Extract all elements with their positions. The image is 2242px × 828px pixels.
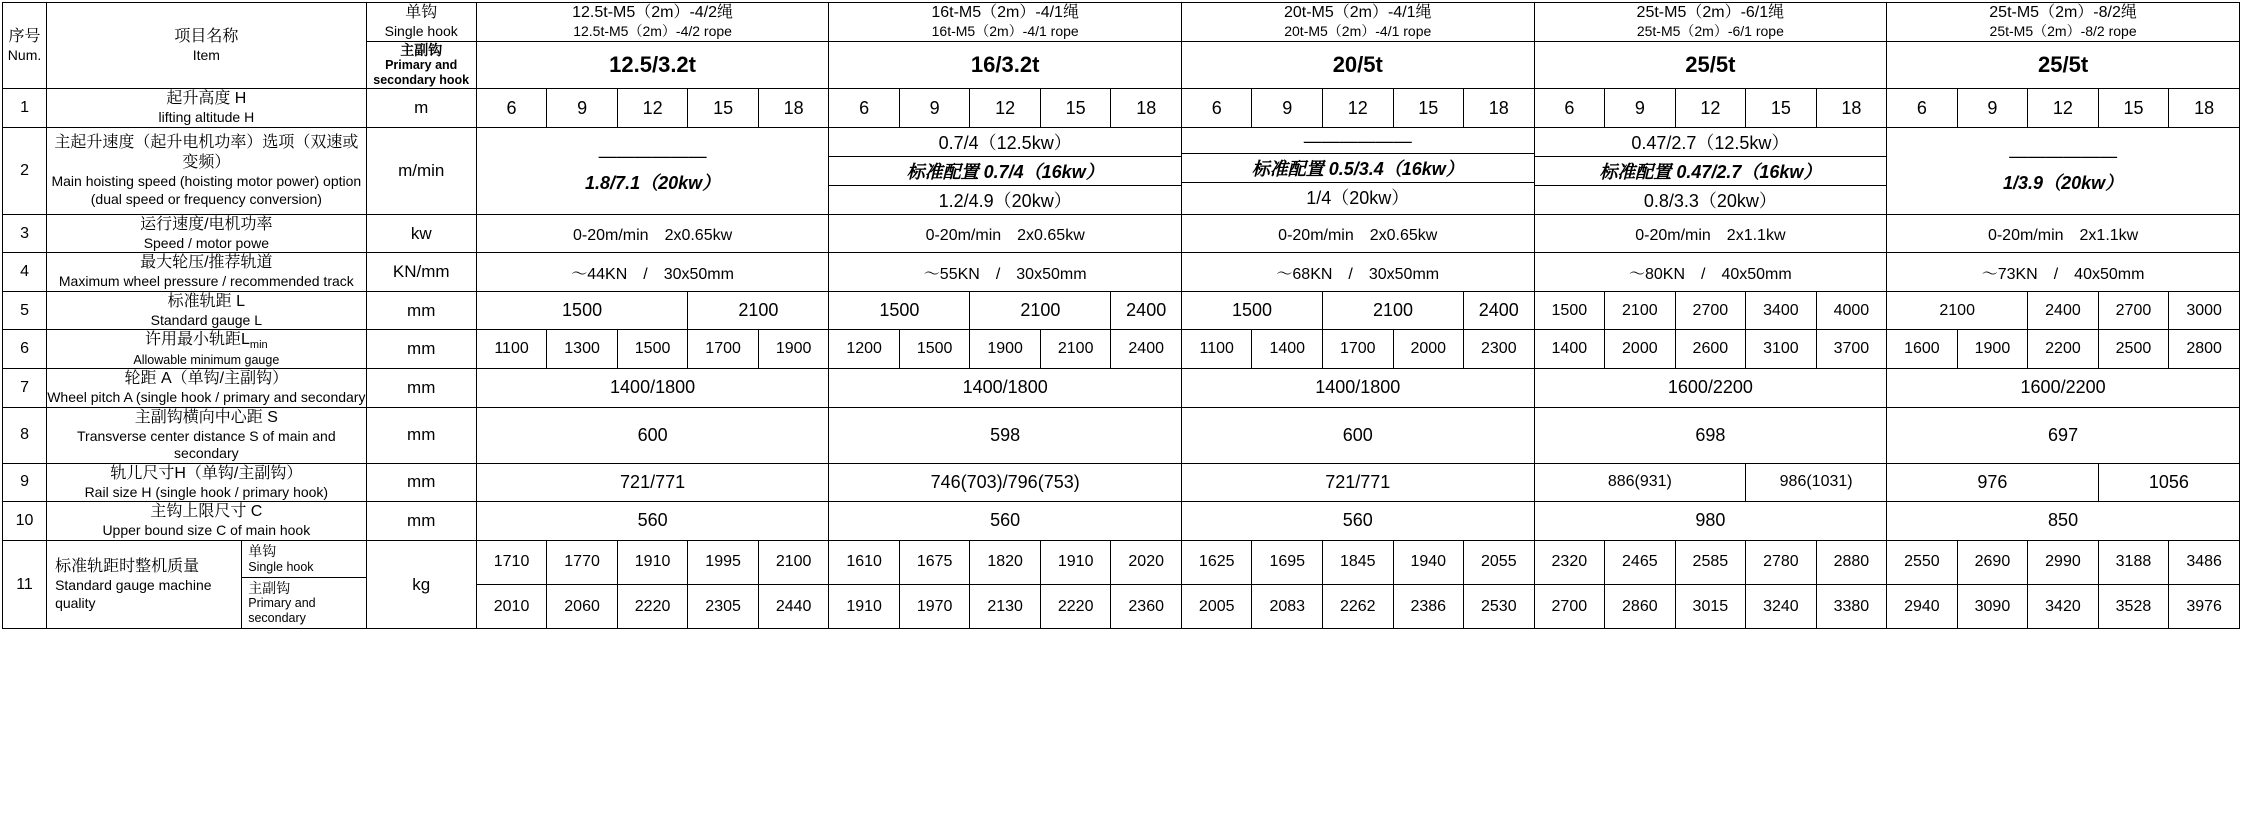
table-row xyxy=(3,502,2240,541)
speed-group-1 xyxy=(476,127,829,214)
model-spec-cn: 20t-M5（2m）-4/1绳 xyxy=(1283,4,1432,21)
row-item xyxy=(47,463,367,502)
speed-mid: 1.8/7.1（20kw） xyxy=(585,173,721,194)
cell-value: 2100 xyxy=(1887,291,2028,330)
cell-value: 3000 xyxy=(2169,291,2240,330)
cell-value: 15 xyxy=(688,89,759,128)
cell-value: 18 xyxy=(2169,89,2240,128)
row-item xyxy=(47,502,367,541)
cell-value: 9 xyxy=(899,89,970,128)
cell-value: 1100 xyxy=(476,330,547,369)
cell-value: 2700 xyxy=(1675,291,1746,330)
cell-value: 600 xyxy=(1181,407,1534,463)
cell-value: 18 xyxy=(1816,89,1887,128)
model-capacity-3: 20/5t xyxy=(1181,41,1534,89)
table-row xyxy=(3,407,2240,463)
model-spec-en: 16t-M5（2m）-4/1 rope xyxy=(931,23,1079,39)
cell-value: 2400 xyxy=(1111,291,1182,330)
cell-value: 2700 xyxy=(1534,585,1605,629)
row-item-en: Speed / motor powe xyxy=(143,234,269,251)
cell-value: 850 xyxy=(1887,502,2240,541)
model-spec-1 xyxy=(476,3,829,42)
cell-value: 2465 xyxy=(1605,540,1676,584)
sub-label-en: Primary and secondary xyxy=(248,596,316,626)
row-item xyxy=(47,407,367,463)
cell-value: 9 xyxy=(1252,89,1323,128)
cell-value: 6 xyxy=(1181,89,1252,128)
row-item-cn: 主钩上限尺寸 C xyxy=(150,503,263,521)
row-unit: m xyxy=(366,89,476,128)
row-item-cn: 运行速度/电机功率 xyxy=(140,215,273,233)
cell-value: 1820 xyxy=(970,540,1041,584)
row-item-en1: Main hoisting speed (hoisting motor power) option xyxy=(51,173,362,190)
cell-value: 15 xyxy=(1746,89,1817,128)
cell-value: 2440 xyxy=(758,585,829,629)
model-spec-cn: 25t-M5（2m）-8/2绳 xyxy=(1989,4,2137,21)
cell-value: 3188 xyxy=(2098,540,2169,584)
header-single-hook-en: Single hook xyxy=(384,23,458,39)
cell-value: 0-20m/min 2x0.65kw xyxy=(829,214,1182,253)
cell-value: 6 xyxy=(1534,89,1605,128)
cell-value: 1500 xyxy=(1534,291,1605,330)
cell-value: 2055 xyxy=(1464,540,1535,584)
cell-value: 18 xyxy=(1464,89,1535,128)
row-item xyxy=(47,540,367,629)
cell-value: 3090 xyxy=(1957,585,2028,629)
cell-value: 698 xyxy=(1534,407,1887,463)
cell-value: 2585 xyxy=(1675,540,1746,584)
row-item xyxy=(47,214,367,253)
cell-value: 1610 xyxy=(829,540,900,584)
row-unit: kw xyxy=(366,214,476,253)
cell-value: 12 xyxy=(1675,89,1746,128)
row-item-cn: 主起升速度（起升电机功率）选项（双速或变频） xyxy=(54,134,359,172)
model-spec-en: 12.5t-M5（2m）-4/2 rope xyxy=(573,23,732,39)
header-primary-hook-cell xyxy=(366,41,476,89)
cell-value: 2200 xyxy=(2028,330,2099,369)
cell-value: 986(1031) xyxy=(1746,463,1887,502)
model-spec-cn: 16t-M5（2m）-4/1绳 xyxy=(931,4,1079,21)
model-spec-cn: 25t-M5（2m）-6/1绳 xyxy=(1636,4,1785,21)
cell-value: 1600/2200 xyxy=(1887,369,2240,408)
cell-value: 2600 xyxy=(1675,330,1746,369)
cell-value: 560 xyxy=(829,502,1182,541)
speed-top: —————— xyxy=(2009,146,2118,167)
cell-value: 2005 xyxy=(1181,585,1252,629)
row-item-cn: 最大轮压/推荐轨道 xyxy=(140,254,273,272)
row-unit: m/min xyxy=(366,127,476,214)
cell-value: 2100 xyxy=(688,291,829,330)
row-item-en: Standard gauge machine quality xyxy=(55,577,212,611)
row-num: 3 xyxy=(3,214,47,253)
header-row-spec xyxy=(3,3,2240,42)
cell-value: 2700 xyxy=(2098,291,2169,330)
cell-value: 2860 xyxy=(1605,585,1676,629)
row-item-en: Wheel pitch A (single hook / primary and secondary xyxy=(47,389,366,406)
cell-value: 1910 xyxy=(1040,540,1111,584)
cell-value: 1400 xyxy=(1534,330,1605,369)
cell-value: 2100 xyxy=(1040,330,1111,369)
header-num-cn: 序号 xyxy=(8,27,41,45)
row-num: 7 xyxy=(3,369,47,408)
cell-value: 1675 xyxy=(899,540,970,584)
cell-value: 3015 xyxy=(1675,585,1746,629)
cell-value: 2020 xyxy=(1111,540,1182,584)
cell-value: 15 xyxy=(2098,89,2169,128)
table-row xyxy=(3,330,2240,369)
row-unit: mm xyxy=(366,369,476,408)
row-unit: kg xyxy=(366,540,476,629)
cell-value: 9 xyxy=(1957,89,2028,128)
cell-value: 2305 xyxy=(688,585,759,629)
cell-value: 2010 xyxy=(476,585,547,629)
cell-value: 12 xyxy=(1323,89,1394,128)
cell-value: 2300 xyxy=(1464,330,1535,369)
cell-value: 2100 xyxy=(758,540,829,584)
cell-value: 980 xyxy=(1534,502,1887,541)
cell-value: 1940 xyxy=(1393,540,1464,584)
row-item-cn-text: 许用最小轨距L xyxy=(145,331,250,349)
cell-value: 1625 xyxy=(1181,540,1252,584)
cell-value: 1710 xyxy=(476,540,547,584)
cell-value: 1845 xyxy=(1323,540,1394,584)
cell-value: 560 xyxy=(1181,502,1534,541)
cell-value: 1056 xyxy=(2098,463,2239,502)
cell-value: 0-20m/min 2x0.65kw xyxy=(476,214,829,253)
row-item-cn: 主副钩横向中心距 S xyxy=(134,408,278,426)
row-item xyxy=(47,369,367,408)
row-item-en: Standard gauge L xyxy=(150,311,262,328)
row-num: 8 xyxy=(3,407,47,463)
sub-label-cn: 主副钩 xyxy=(248,579,291,596)
cell-value: 886(931) xyxy=(1534,463,1746,502)
cell-value: ～73KN / 40x50mm xyxy=(1887,253,2240,292)
cell-value: 2940 xyxy=(1887,585,1958,629)
cell-value: 6 xyxy=(476,89,547,128)
cell-value: 4000 xyxy=(1816,291,1887,330)
cell-value: 1600/2200 xyxy=(1534,369,1887,408)
cell-value: 2880 xyxy=(1816,540,1887,584)
row-item-cn-sub: min xyxy=(249,339,268,352)
speed-bottom: 0.8/3.3（20kw） xyxy=(1535,185,1887,214)
cell-value: 3240 xyxy=(1746,585,1817,629)
row-item-en: Allowable minimum gauge xyxy=(133,353,280,368)
cell-value: 12 xyxy=(2028,89,2099,128)
table-row xyxy=(3,127,2240,214)
cell-value: 1400/1800 xyxy=(1181,369,1534,408)
cell-value: 1700 xyxy=(1323,330,1394,369)
model-spec-2 xyxy=(829,3,1182,42)
row-item-en: Transverse center distance S of main and secondary xyxy=(77,427,336,462)
row-num: 11 xyxy=(3,540,47,629)
speed-bottom: 1/4（20kw） xyxy=(1182,182,1534,211)
row-num: 6 xyxy=(3,330,47,369)
cell-value: 2500 xyxy=(2098,330,2169,369)
cell-value: 2530 xyxy=(1464,585,1535,629)
cell-value: 9 xyxy=(547,89,618,128)
cell-value: 1900 xyxy=(970,330,1041,369)
table-row xyxy=(3,463,2240,502)
cell-value: 1100 xyxy=(1181,330,1252,369)
cell-value: 0-20m/min 2x1.1kw xyxy=(1887,214,2240,253)
header-item-en: Item xyxy=(192,46,220,63)
header-single-hook-cn: 单钩 xyxy=(405,4,438,21)
cell-value: 721/771 xyxy=(1181,463,1534,502)
row-item-en: lifting altitude H xyxy=(158,109,255,126)
row-unit: mm xyxy=(366,330,476,369)
cell-value: 560 xyxy=(476,502,829,541)
model-capacity-5: 25/5t xyxy=(1887,41,2240,89)
cell-value: 2690 xyxy=(1957,540,2028,584)
table-row xyxy=(3,291,2240,330)
cell-value: 1910 xyxy=(829,585,900,629)
cell-value: 0-20m/min 2x1.1kw xyxy=(1534,214,1887,253)
cell-value: 1400 xyxy=(1252,330,1323,369)
row-num: 1 xyxy=(3,89,47,128)
cell-value: ～44KN / 30x50mm xyxy=(476,253,829,292)
cell-value: 9 xyxy=(1605,89,1676,128)
row-item-cn: 标准轨距时整机质量 xyxy=(55,558,200,576)
speed-top: —————— xyxy=(598,146,707,167)
cell-value: 12 xyxy=(970,89,1041,128)
cell-value: 2800 xyxy=(2169,330,2240,369)
cell-value: 600 xyxy=(476,407,829,463)
cell-value: 1500 xyxy=(899,330,970,369)
specification-table xyxy=(2,2,2240,629)
header-item-cn: 项目名称 xyxy=(174,27,239,45)
cell-value: 2360 xyxy=(1111,585,1182,629)
cell-value: 2386 xyxy=(1393,585,1464,629)
cell-value: 15 xyxy=(1040,89,1111,128)
speed-bottom: 1.2/4.9（20kw） xyxy=(829,185,1181,214)
speed-group-3 xyxy=(1181,127,1534,214)
model-spec-en: 20t-M5（2m）-4/1 rope xyxy=(1284,23,1432,39)
cell-value: 2990 xyxy=(2028,540,2099,584)
row-unit: mm xyxy=(366,502,476,541)
cell-value: 2000 xyxy=(1605,330,1676,369)
speed-group-2 xyxy=(829,127,1182,214)
cell-value: 1500 xyxy=(476,291,688,330)
cell-value: ～68KN / 30x50mm xyxy=(1181,253,1534,292)
cell-value: 697 xyxy=(1887,407,2240,463)
cell-value: 3100 xyxy=(1746,330,1817,369)
cell-value: ～55KN / 30x50mm xyxy=(829,253,1182,292)
row-unit: mm xyxy=(366,463,476,502)
row-unit: mm xyxy=(366,291,476,330)
row-item xyxy=(47,291,367,330)
model-spec-5 xyxy=(1887,3,2240,42)
header-primary-hook-en2: secondary hook xyxy=(373,73,470,88)
speed-top: 0.7/4（12.5kw） xyxy=(938,132,1072,153)
cell-value: 1500 xyxy=(829,291,970,330)
cell-value: 1500 xyxy=(617,330,688,369)
table-row xyxy=(3,369,2240,408)
header-num-en: Num. xyxy=(7,46,42,63)
speed-mid: 1/3.9（20kw） xyxy=(2003,173,2124,194)
cell-value: 1500 xyxy=(1181,291,1322,330)
row-item-en: Upper bound size C of main hook xyxy=(102,522,311,539)
cell-value: 1910 xyxy=(617,540,688,584)
cell-value: 1300 xyxy=(547,330,618,369)
header-num-cell xyxy=(3,3,47,89)
row-unit: KN/mm xyxy=(366,253,476,292)
cell-value: 2400 xyxy=(1464,291,1535,330)
cell-value: 2550 xyxy=(1887,540,1958,584)
cell-value: 2083 xyxy=(1252,585,1323,629)
cell-value: 1200 xyxy=(829,330,900,369)
table-row xyxy=(3,214,2240,253)
table-row xyxy=(3,89,2240,128)
cell-value: 2100 xyxy=(1605,291,1676,330)
cell-value: 1995 xyxy=(688,540,759,584)
cell-value: 1695 xyxy=(1252,540,1323,584)
row-num: 9 xyxy=(3,463,47,502)
cell-value: 2320 xyxy=(1534,540,1605,584)
row-unit: mm xyxy=(366,407,476,463)
row-item xyxy=(47,89,367,128)
row-item-cn: 标准轨距 L xyxy=(167,292,246,310)
cell-value: 1900 xyxy=(1957,330,2028,369)
cell-value: 1770 xyxy=(547,540,618,584)
header-item-cell xyxy=(47,3,367,89)
model-spec-cn: 12.5t-M5（2m）-4/2绳 xyxy=(572,4,734,21)
row-item-cn xyxy=(47,330,366,353)
header-primary-hook-en1: Primary and xyxy=(385,58,458,73)
row-num: 5 xyxy=(3,291,47,330)
cell-value: 18 xyxy=(758,89,829,128)
model-capacity-4: 25/5t xyxy=(1534,41,1887,89)
cell-value: 2100 xyxy=(970,291,1111,330)
speed-group-4 xyxy=(1534,127,1887,214)
cell-value: 3380 xyxy=(1816,585,1887,629)
cell-value: 6 xyxy=(829,89,900,128)
row-item xyxy=(47,330,367,369)
speed-mid: 标准配置 0.7/4（16kw） xyxy=(829,156,1181,185)
cell-value: 6 xyxy=(1887,89,1958,128)
header-primary-hook-cn: 主副钩 xyxy=(400,41,443,58)
cell-value: 3420 xyxy=(2028,585,2099,629)
cell-value: 1900 xyxy=(758,330,829,369)
sub-label-primary-hook xyxy=(242,577,365,629)
speed-group-5 xyxy=(1887,127,2240,214)
table-row xyxy=(3,253,2240,292)
speed-top: —————— xyxy=(1303,131,1412,152)
row-item-cn: 轮距 A（单钩/主副钩） xyxy=(124,370,289,388)
cell-value: 1600 xyxy=(1887,330,1958,369)
cell-value: 3400 xyxy=(1746,291,1817,330)
row-item xyxy=(47,253,367,292)
row-item-en2: (dual speed or frequency conversion) xyxy=(90,190,322,207)
row-num: 10 xyxy=(3,502,47,541)
cell-value: 721/771 xyxy=(476,463,829,502)
cell-value: 12 xyxy=(617,89,688,128)
cell-value: 3486 xyxy=(2169,540,2240,584)
speed-mid: 标准配置 0.47/2.7（16kw） xyxy=(1535,156,1887,185)
row-item xyxy=(47,127,367,214)
header-single-hook-cell xyxy=(366,3,476,42)
row-num: 2 xyxy=(3,127,47,214)
sub-label-en: Single hook xyxy=(248,559,314,574)
row-item-en: Maximum wheel pressure / recommended track xyxy=(58,273,354,290)
speed-top: 0.47/2.7（12.5kw） xyxy=(1631,132,1790,153)
row-item-cn: 轨儿尺寸H（单钩/主副钩） xyxy=(110,464,303,482)
cell-value: 746(703)/796(753) xyxy=(829,463,1182,502)
cell-value: 15 xyxy=(1393,89,1464,128)
sub-label-cn: 单钩 xyxy=(248,542,277,559)
cell-value: 1700 xyxy=(688,330,759,369)
cell-value: 598 xyxy=(829,407,1182,463)
cell-value: 2400 xyxy=(2028,291,2099,330)
cell-value: 2400 xyxy=(1111,330,1182,369)
cell-value: 2000 xyxy=(1393,330,1464,369)
sub-label-single-hook xyxy=(242,541,365,577)
cell-value: 3976 xyxy=(2169,585,2240,629)
row-item-en: Rail size H (single hook / primary hook) xyxy=(84,483,329,500)
cell-value: 2100 xyxy=(1323,291,1464,330)
model-spec-en: 25t-M5（2m）-8/2 rope xyxy=(1989,23,2137,39)
cell-value: 18 xyxy=(1111,89,1182,128)
cell-value: 2262 xyxy=(1323,585,1394,629)
model-capacity-1: 12.5/3.2t xyxy=(476,41,829,89)
cell-value: 2130 xyxy=(970,585,1041,629)
cell-value: 976 xyxy=(1887,463,2099,502)
cell-value: 1400/1800 xyxy=(829,369,1182,408)
row-item-cn: 起升高度 H xyxy=(166,90,247,108)
cell-value: 3700 xyxy=(1816,330,1887,369)
model-spec-4 xyxy=(1534,3,1887,42)
cell-value: 2220 xyxy=(617,585,688,629)
model-capacity-2: 16/3.2t xyxy=(829,41,1182,89)
model-spec-en: 25t-M5（2m）-6/1 rope xyxy=(1636,23,1784,39)
cell-value: 3528 xyxy=(2098,585,2169,629)
cell-value: 0-20m/min 2x0.65kw xyxy=(1181,214,1534,253)
cell-value: 1400/1800 xyxy=(476,369,829,408)
row-num: 4 xyxy=(3,253,47,292)
cell-value: 2780 xyxy=(1746,540,1817,584)
cell-value: 2060 xyxy=(547,585,618,629)
speed-mid: 标准配置 0.5/3.4（16kw） xyxy=(1182,153,1534,182)
cell-value: 2220 xyxy=(1040,585,1111,629)
model-spec-3 xyxy=(1181,3,1534,42)
cell-value: 1970 xyxy=(899,585,970,629)
table-row xyxy=(3,540,2240,584)
cell-value: ～80KN / 40x50mm xyxy=(1534,253,1887,292)
